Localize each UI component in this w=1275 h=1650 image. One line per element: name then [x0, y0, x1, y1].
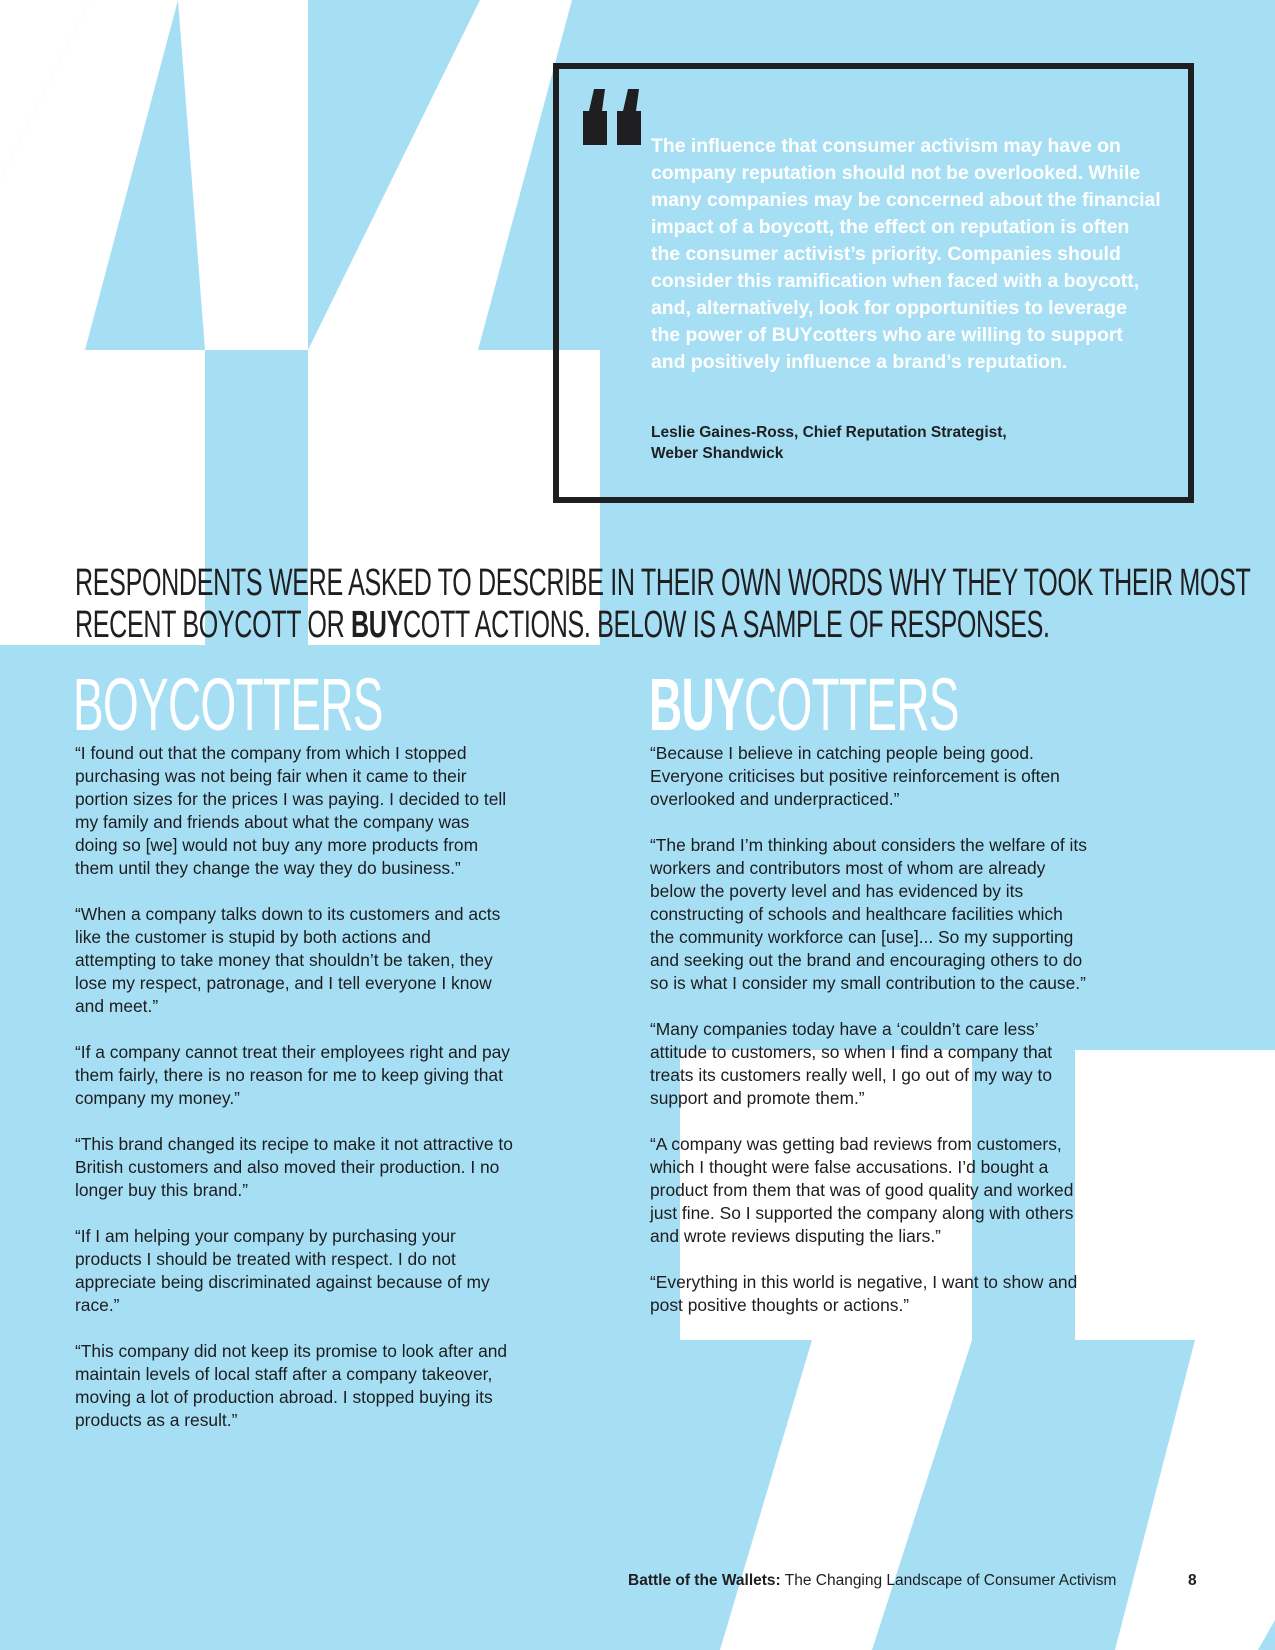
boycotters-title: BOYCOTTERS — [73, 663, 383, 746]
pull-quote-text: The influence that consumer activism may have on company reputation should not be overlooked. While many companies may be concerned about the financial impact of a boycott, the effect on reputation is often the consumer activist’s priority. Companies should consider this ramification when faced with a boycott, and, alternatively, look for opportunities to leverage the power of BUYcotters who are willing to support and positively influence a brand’s reputation. — [651, 135, 1161, 373]
headline-line-1: RESPONDENTS WERE ASKED TO DESCRIBE IN THEIR OWN WORDS WHY THEY TOOK THEIR MOST — [75, 562, 1251, 604]
buycotter-response: “Because I believe in catching people being good. Everyone criticises but positive reinforcement is often overlooked and underpracticed.” — [650, 743, 1060, 809]
headline-line-2-prefix: RECENT BOYCOTT OR — [75, 604, 352, 646]
buycotter-response: “The brand I’m thinking about considers the welfare of its workers and contributors most of whom are already below the poverty level and has evidenced by its constructing of schools and healthcare facilities which the community workforce can [use]... So my supporting and seeking out the brand and encouraging others to do so is what I consider my small contribution to the cause.” — [650, 835, 1087, 993]
pull-quote-attribution — [651, 422, 1151, 464]
open-quote-icon — [583, 89, 641, 145]
boycotter-response: “If a company cannot treat their employees right and pay them fairly, there is no reason for me to keep giving that company my money.” — [75, 1042, 511, 1108]
footer-title-bold: Battle of the Wallets: — [628, 1572, 781, 1589]
headline-line-2-bold: BUY — [351, 604, 403, 646]
attribution-line-1: Leslie Gaines-Ross, Chief Reputation Strategist, — [651, 424, 1007, 441]
headline-line-2-suffix: COTT ACTIONS. BELOW IS A SAMPLE OF RESPONSES. — [402, 604, 1050, 646]
buycotters-title-bold: BUY — [649, 663, 745, 746]
boycotter-response: “When a company talks down to its customers and acts like the customer is stupid by both actions and attempting to take money that shouldn’t be taken, they lose my respect, patronage, and I tell everyone I know and meet.” — [75, 904, 501, 1016]
page-number: 8 — [1188, 1572, 1197, 1589]
boycotter-response: “I found out that the company from which I stopped purchasing was not being fair when it came to their portion sizes for the prices I was paying. I decided to tell my family and friends about what the company was doing so [we] would not buy any more products from them until they change the way they do business.” — [75, 743, 507, 878]
buycotters-title — [649, 663, 959, 746]
buycotters-title-rest: COTTERS — [744, 663, 959, 746]
buycotter-response: “Everything in this world is negative, I want to show and post positive thoughts or actions.” — [650, 1272, 1078, 1315]
boycotters-responses — [75, 742, 515, 1455]
boycotter-response: “This company did not keep its promise to look after and maintain levels of local staff after a company takeover, moving a lot of production abroad. I stopped buying its products as a result.” — [75, 1341, 508, 1430]
boycotter-response: “This brand changed its recipe to make it not attractive to British customers and also moved their production. I no longer buy this brand.” — [75, 1134, 513, 1200]
pull-quote-box — [553, 63, 1194, 503]
section-headline — [75, 562, 1251, 646]
buycotter-response: “Many companies today have a ‘couldn’t care less’ attitude to customers, so when I find a company that treats its customers really well, I go out of my way to support and promote them.” — [650, 1019, 1053, 1108]
bg-open-quote-stroke-1 — [0, 0, 308, 645]
boycotter-response: “If I am helping your company by purchasing your products I should be treated with respect. I do not appreciate being discriminated against because of my race.” — [75, 1226, 490, 1315]
attribution-line-2: Weber Shandwick — [651, 445, 784, 462]
page-footer — [628, 1571, 1198, 1591]
buycotters-responses — [650, 742, 1090, 1340]
footer-title-rest: The Changing Landscape of Consumer Activism — [780, 1572, 1117, 1589]
headline-line-2 — [75, 604, 1050, 646]
buycotter-response: “A company was getting bad reviews from customers, which I thought were false accusations. I’d bought a product from them that was of good quality and worked just fine. So I supported the company along with others and wrote reviews disputing the liars.” — [650, 1134, 1074, 1246]
bg-close-quote-2 — [1075, 1050, 1275, 1650]
